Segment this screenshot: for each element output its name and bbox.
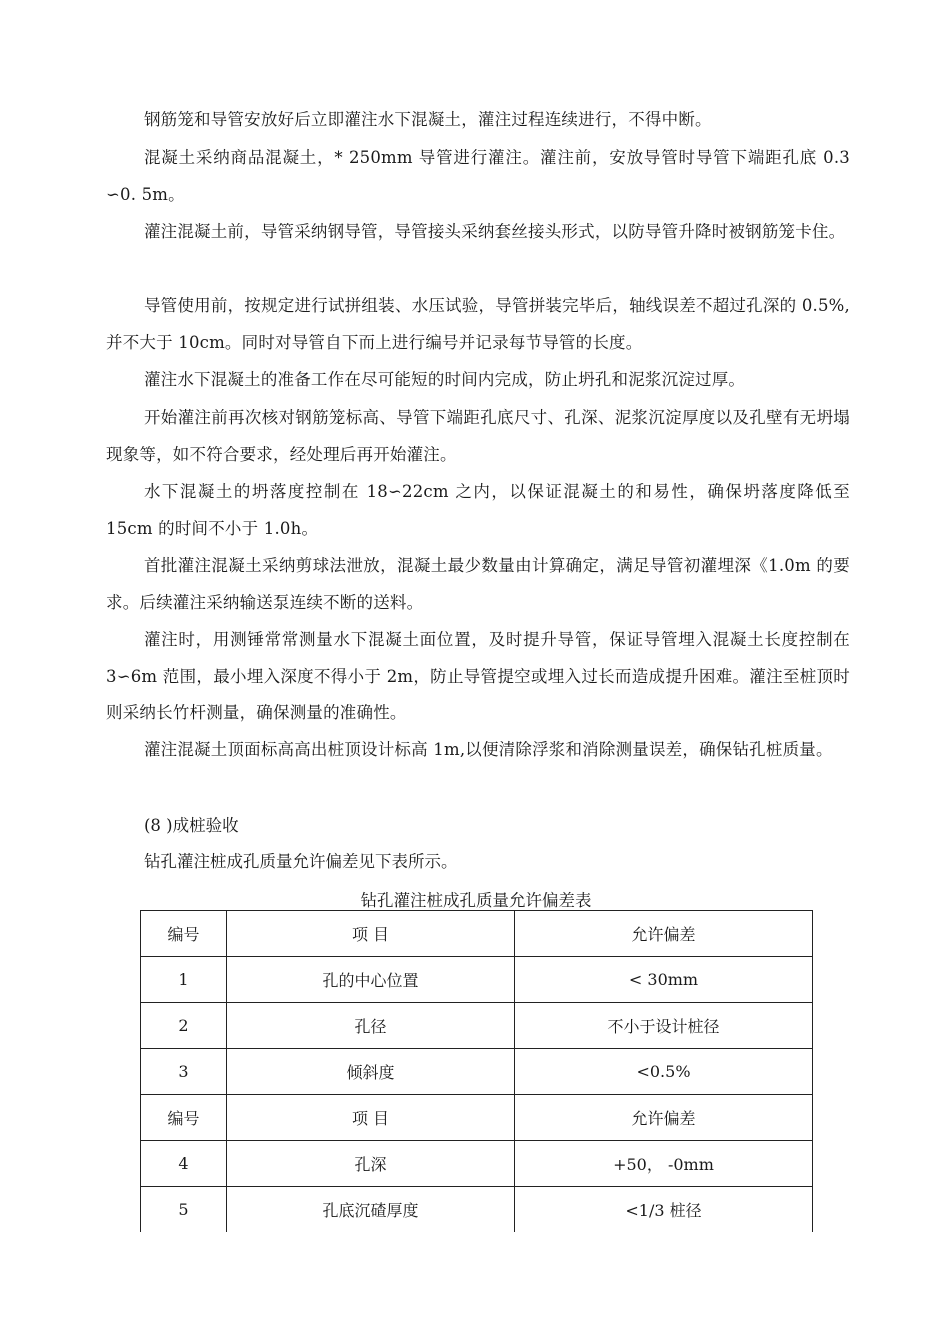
table-cell: 孔径 [227, 1003, 515, 1049]
table-row [141, 1049, 813, 1095]
table-cell: 编号 [141, 911, 227, 957]
table-cell: 4 [141, 1141, 227, 1187]
paragraph: 灌注水下混凝土的准备工作在尽可能短的时间内完成，防止坍孔和泥浆沉淀过厚。 [143, 370, 746, 389]
table-cell: 允许偏差 [515, 911, 813, 957]
table-cell: 不小于设计桩径 [515, 1003, 813, 1049]
table-cell: <1/3 桩径 [515, 1187, 813, 1233]
table-row [141, 957, 813, 1003]
paragraph: 水下混凝土的坍落度控制在 18∽22cm 之内，以保证混凝土的和易性，确保坍落度降低至 15cm 的时间不小于 1.0h。 [106, 482, 850, 538]
table-cell: 1 [141, 957, 227, 1003]
paragraph: 导管使用前，按规定进行试拼组装、水压试验，导管拼装完毕后，轴线误差不超过孔深的 0.5%,并不大于 10cm。同时对导管自下而上进行编号并记录每节导管的长度。 [106, 296, 850, 352]
table-cell: 5 [141, 1187, 227, 1233]
table-header-row [141, 1095, 813, 1141]
deviation-table [140, 910, 813, 1232]
table-cell: 项 目 [227, 1095, 515, 1141]
paragraph: 灌注混凝土前，导管采纳钢导管，导管接头采纳套丝接头形式，以防导管升降时被钢筋笼卡住。 [143, 222, 846, 241]
section-heading: (8 )成桩验收 [144, 816, 239, 835]
paragraph: 灌注混凝土顶面标高高出桩顶设计标高 1m,以便清除浮浆和消除测量误差，确保钻孔桩质量。 [143, 740, 833, 759]
table-cell: 允许偏差 [515, 1095, 813, 1141]
table-row [141, 1141, 813, 1187]
paragraph: 开始灌注前再次核对钢筋笼标高、导管下端距孔底尺寸、孔深、泥浆沉淀厚度以及孔壁有无坍塌现象等，如不符合要求，经处理后再开始灌注。 [106, 408, 850, 464]
table-row [141, 1003, 813, 1049]
table-cell: 孔底沉碴厚度 [227, 1187, 515, 1233]
table-cell: 2 [141, 1003, 227, 1049]
table-cell: 编号 [141, 1095, 227, 1141]
table-cell: 孔深 [227, 1141, 515, 1187]
paragraph: 灌注时，用测锤常常测量水下混凝土面位置，及时提升导管，保证导管埋入混凝土长度控制在 3∽6m 范围，最小埋入深度不得小于 2m，防止导管提空或埋入过长而造成提升困难。灌注至桩顶时则采纳长竹杆测量，确保测量的准确性。 [106, 630, 850, 722]
table-intro: 钻孔灌注桩成孔质量允许偏差见下表所示。 [144, 852, 458, 871]
table-title: 钻孔灌注桩成孔质量允许偏差表 [360, 891, 592, 910]
table-cell: 项 目 [227, 911, 515, 957]
table-cell: 倾斜度 [227, 1049, 515, 1095]
paragraph: 混凝土采纳商品混凝土，* 250mm 导管进行灌注。灌注前，安放导管时导管下端距孔底 0.3 ∽0. 5m。 [106, 148, 850, 204]
table-cell: < 30mm [515, 957, 813, 1003]
table-row [141, 1187, 813, 1233]
paragraph: 钢筋笼和导管安放好后立即灌注水下混凝土，灌注过程连续进行，不得中断。 [143, 110, 712, 129]
paragraph: 首批灌注混凝土采纳剪球法泄放，混凝土最少数量由计算确定，满足导管初灌埋深《1.0m 的要求。后续灌注采纳输送泵连续不断的送料。 [106, 556, 850, 612]
table-cell: 孔的中心位置 [227, 957, 515, 1003]
table-cell: +50， -0mm [515, 1141, 813, 1187]
table-header-row [141, 911, 813, 957]
table-cell: 3 [141, 1049, 227, 1095]
table-cell: <0.5% [515, 1049, 813, 1095]
